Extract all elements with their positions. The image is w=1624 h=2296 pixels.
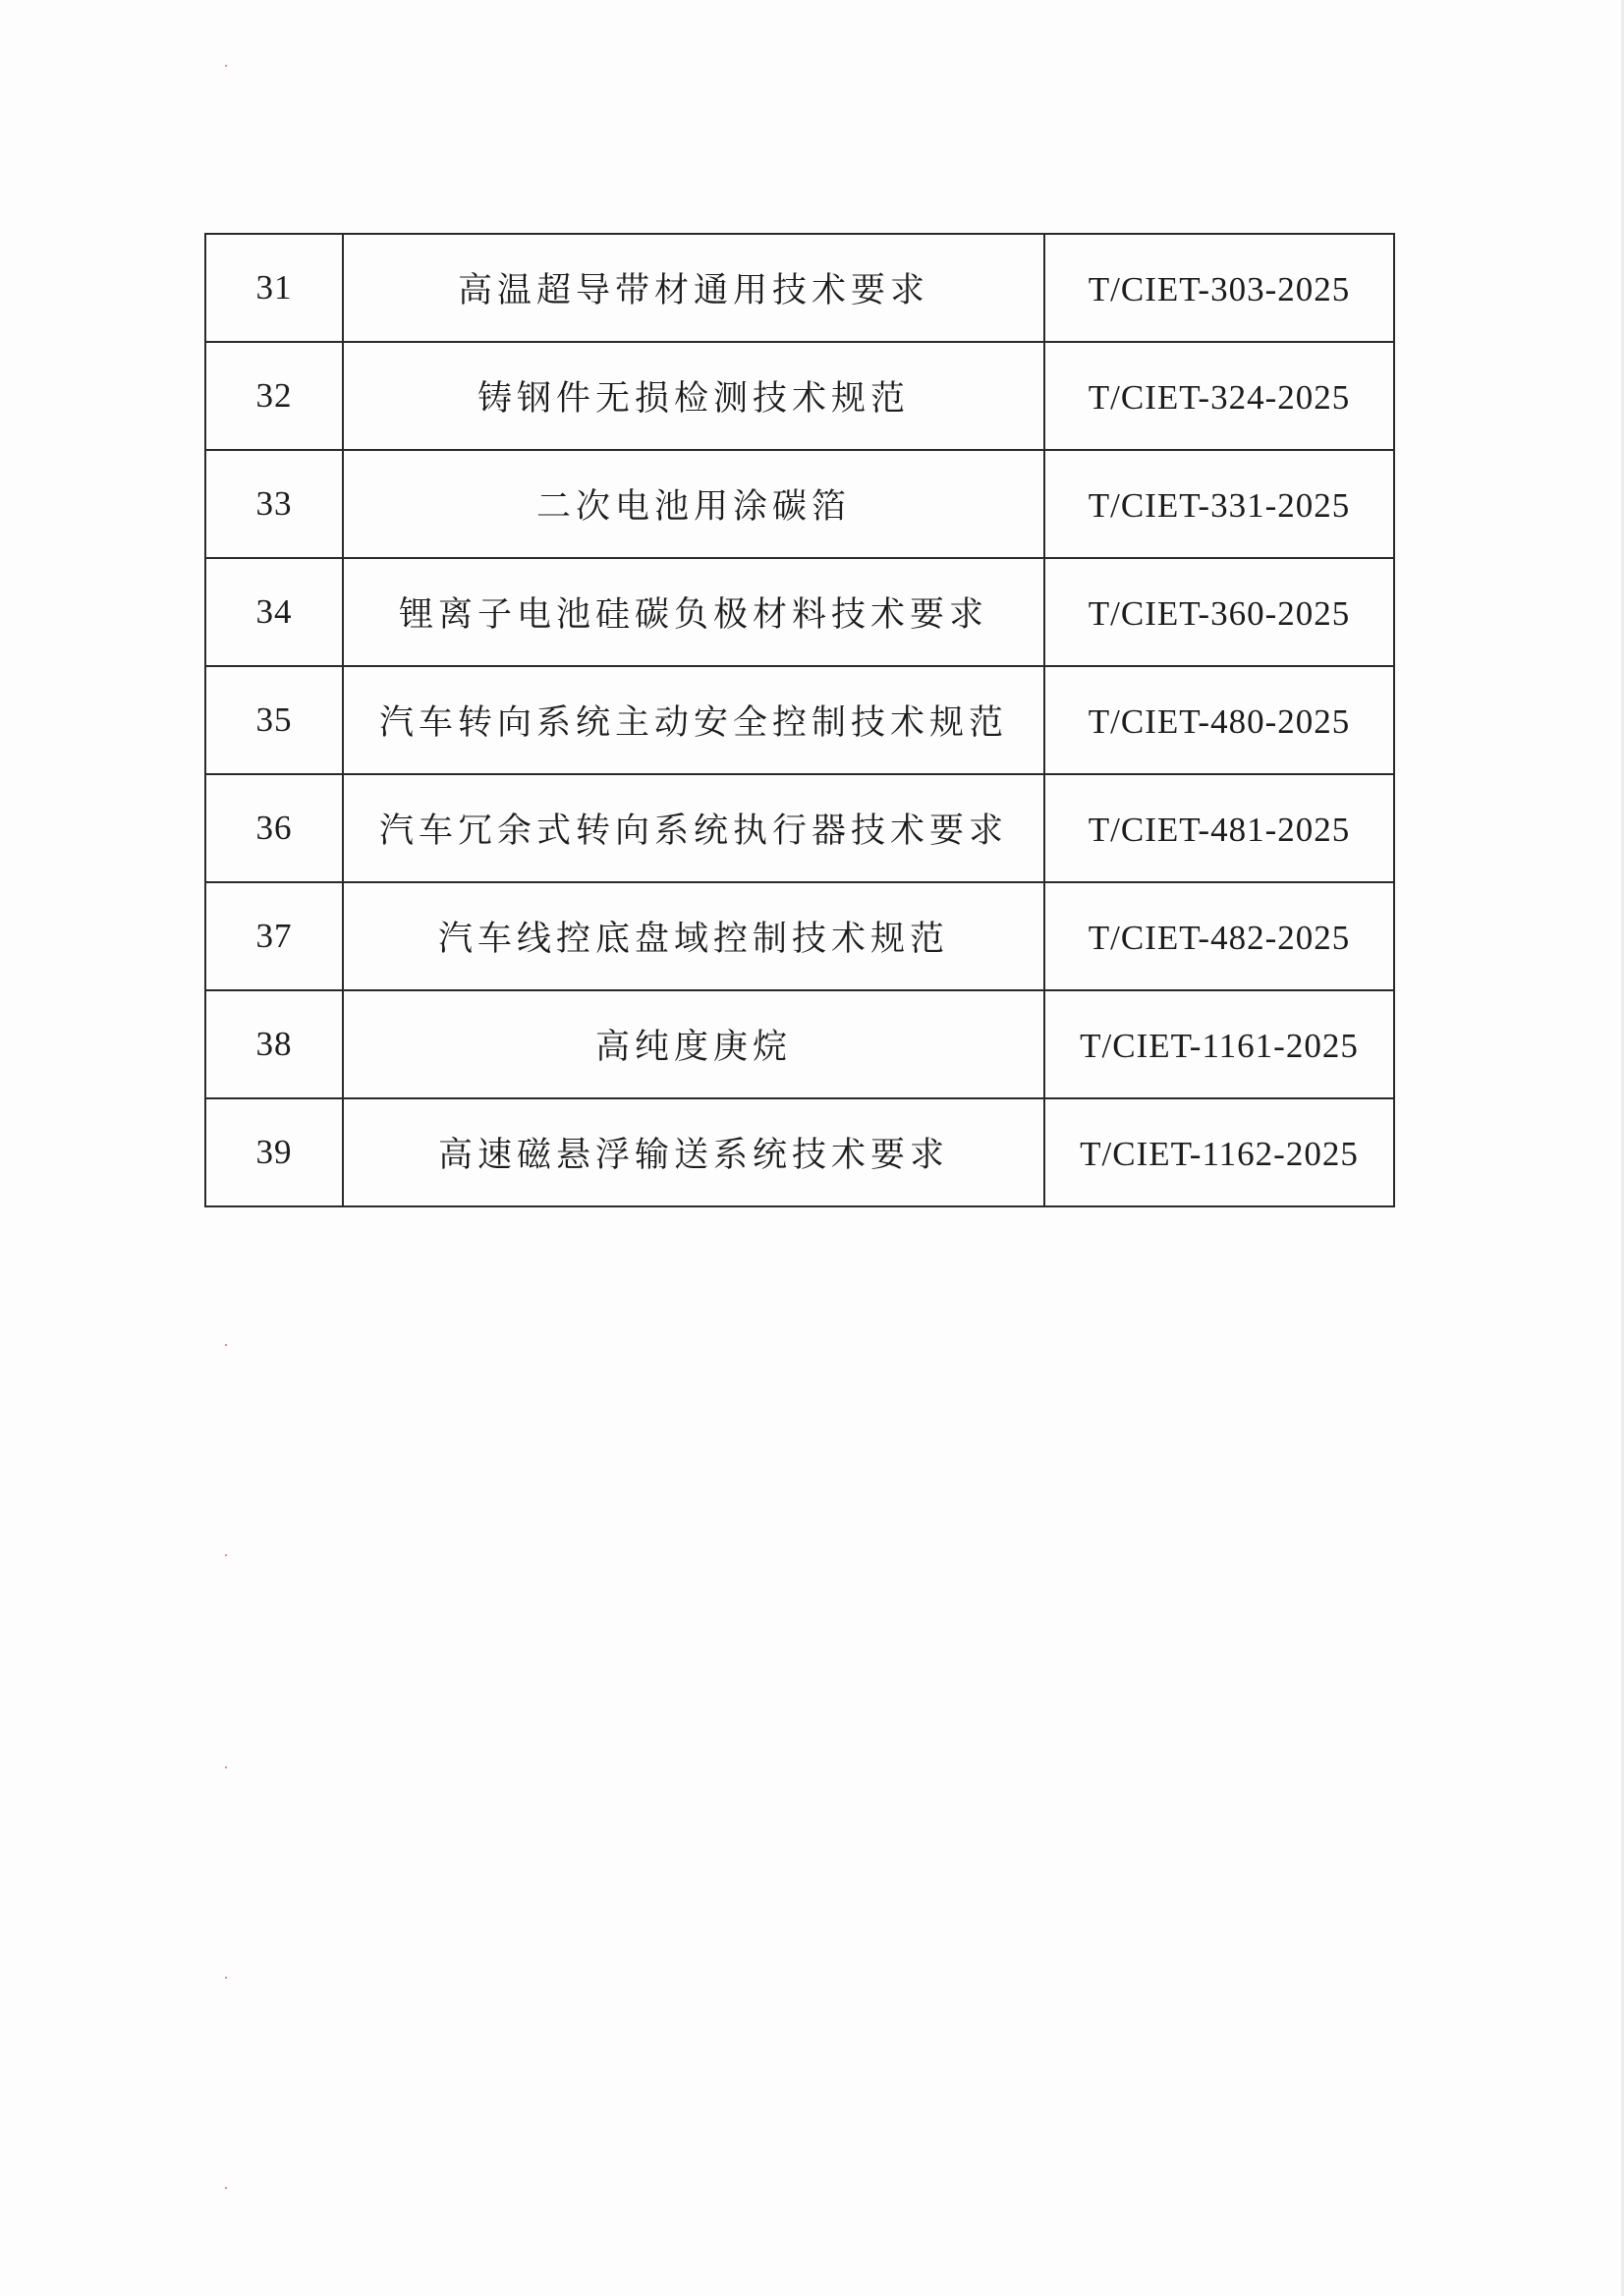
table-row [205, 882, 1394, 990]
table-row [205, 774, 1394, 882]
scan-speck [225, 2187, 227, 2189]
row-number: 32 [205, 342, 343, 450]
scan-speck [225, 1344, 227, 1346]
row-number: 34 [205, 558, 343, 666]
standard-code: T/CIET-324-2025 [1044, 342, 1394, 450]
standard-code: T/CIET-480-2025 [1044, 666, 1394, 774]
table-row [205, 558, 1394, 666]
standard-code: T/CIET-303-2025 [1044, 234, 1394, 342]
standard-name: 高纯度庚烷 [343, 990, 1044, 1098]
row-number: 37 [205, 882, 343, 990]
row-number: 31 [205, 234, 343, 342]
scan-speck [225, 1766, 227, 1768]
standard-code: T/CIET-331-2025 [1044, 450, 1394, 558]
scan-speck [225, 65, 227, 67]
row-number: 35 [205, 666, 343, 774]
row-number: 38 [205, 990, 343, 1098]
table-row [205, 1098, 1394, 1206]
standard-code: T/CIET-482-2025 [1044, 882, 1394, 990]
standard-name: 铸钢件无损检测技术规范 [343, 342, 1044, 450]
row-number: 36 [205, 774, 343, 882]
table-row [205, 990, 1394, 1098]
standard-name: 高温超导带材通用技术要求 [343, 234, 1044, 342]
standard-name: 高速磁悬浮输送系统技术要求 [343, 1098, 1044, 1206]
standard-code: T/CIET-360-2025 [1044, 558, 1394, 666]
standard-name: 汽车线控底盘域控制技术规范 [343, 882, 1044, 990]
table-row [205, 342, 1394, 450]
standard-code: T/CIET-1161-2025 [1044, 990, 1394, 1098]
row-number: 39 [205, 1098, 343, 1206]
table-row [205, 450, 1394, 558]
standard-name: 锂离子电池硅碳负极材料技术要求 [343, 558, 1044, 666]
standard-code: T/CIET-481-2025 [1044, 774, 1394, 882]
table-row [205, 234, 1394, 342]
scan-speck [225, 1554, 227, 1556]
standard-name: 汽车转向系统主动安全控制技术规范 [343, 666, 1044, 774]
row-number: 33 [205, 450, 343, 558]
table-row [205, 666, 1394, 774]
standard-name: 二次电池用涂碳箔 [343, 450, 1044, 558]
standards-table [204, 233, 1395, 1207]
standard-code: T/CIET-1162-2025 [1044, 1098, 1394, 1206]
scan-speck [225, 1977, 227, 1979]
standard-name: 汽车冗余式转向系统执行器技术要求 [343, 774, 1044, 882]
